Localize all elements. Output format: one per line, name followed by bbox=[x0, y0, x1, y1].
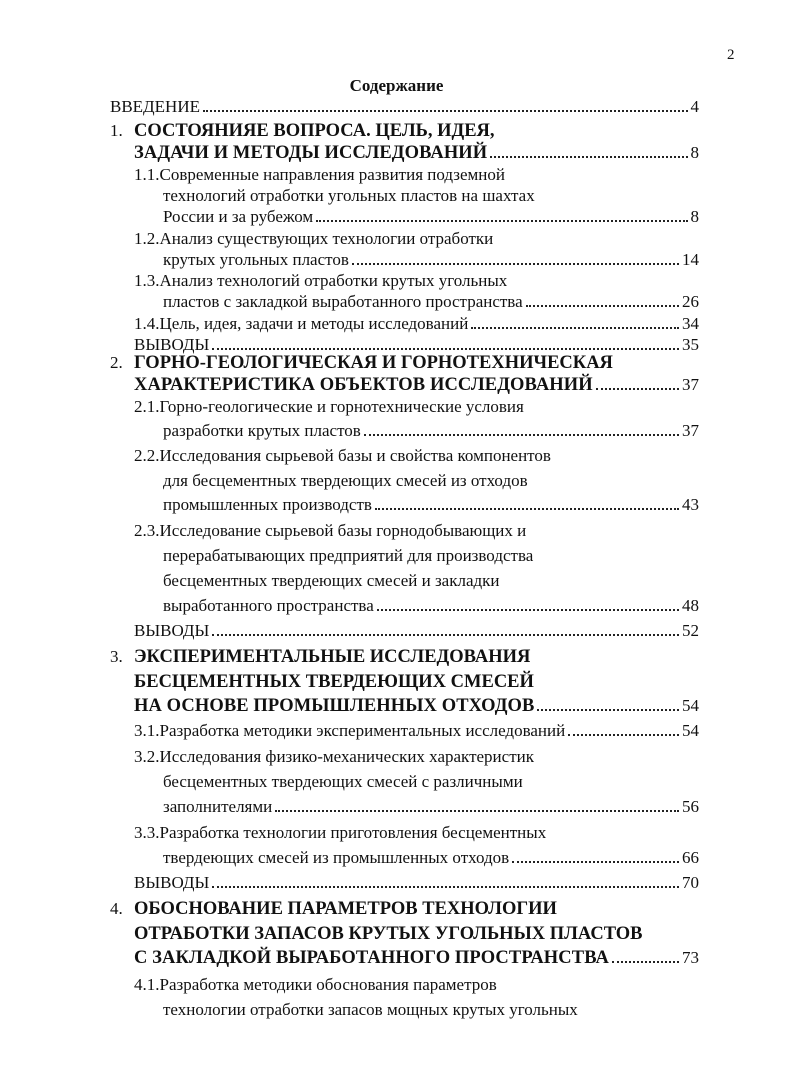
section-title-line[interactable]: 1.3.Анализ технологий отработки крутых угольных bbox=[134, 271, 508, 290]
toc-text: России и за рубежом bbox=[163, 207, 314, 226]
toc-text: ЗАДАЧИ И МЕТОДЫ ИССЛЕДОВАНИЙ bbox=[134, 143, 488, 163]
chapter-title-line[interactable]: СОСТОЯНИЯЕ ВОПРОСА. ЦЕЛЬ, ИДЕЯ, bbox=[134, 121, 495, 141]
toc-page: 34 bbox=[682, 314, 699, 333]
toc-page: 66 bbox=[682, 848, 699, 867]
toc-text: ВЫВОДЫ bbox=[134, 335, 210, 354]
chapter-number: 1. bbox=[110, 121, 123, 140]
toc-page: 8 bbox=[690, 143, 699, 162]
toc-entry-2-1[interactable] bbox=[163, 420, 699, 442]
toc-text: промышленных производств bbox=[163, 495, 372, 514]
section-title-line[interactable]: 2.2.Исследования сырьевой базы и свойства компонентов bbox=[134, 446, 551, 465]
toc-entry-chapter-4[interactable] bbox=[134, 946, 699, 970]
toc-text: 3.1.Разработка методики экспериментальных исследований bbox=[134, 721, 566, 740]
toc-entry-1-1[interactable] bbox=[163, 206, 699, 228]
toc-text: выработанного пространства bbox=[163, 596, 374, 615]
section-title-line[interactable]: бесцементных твердеющих смесей с различными bbox=[163, 772, 523, 791]
section-title-line[interactable]: 2.3.Исследование сырьевой базы горнодобывающих и bbox=[134, 521, 527, 540]
toc-page: 37 bbox=[682, 421, 699, 440]
page-number: 2 bbox=[727, 47, 735, 63]
toc-text: 1.4.Цель, идея, задачи и методы исследований bbox=[134, 314, 469, 333]
toc-text: крутых угольных пластов bbox=[163, 250, 349, 269]
toc-entry-chapter-2[interactable] bbox=[134, 373, 699, 397]
toc-text: разработки крутых пластов bbox=[163, 421, 361, 440]
toc-text: ВЫВОДЫ bbox=[134, 873, 210, 892]
toc-page: 43 bbox=[682, 495, 699, 514]
section-title-line[interactable]: 1.2.Анализ существующих технологии отработки bbox=[134, 229, 494, 248]
section-title-line[interactable]: технологий отработки угольных пластов на шахтах bbox=[163, 186, 535, 205]
toc-text: ВВЕДЕНИЕ bbox=[110, 97, 200, 116]
toc-entry-1-4[interactable] bbox=[134, 313, 699, 335]
page-title: Содержание bbox=[349, 76, 444, 95]
section-title-line[interactable]: технологии отработки запасов мощных крутых угольных bbox=[163, 1000, 578, 1019]
chapter-title-line[interactable]: ГОРНО-ГЕОЛОГИЧЕСКАЯ И ГОРНОТЕХНИЧЕСКАЯ bbox=[134, 353, 613, 373]
toc-page: 52 bbox=[682, 621, 699, 640]
toc-entry-3-2[interactable] bbox=[163, 796, 699, 818]
toc-page: 70 bbox=[682, 873, 699, 892]
toc-text: С ЗАКЛАДКОЙ ВЫРАБОТАННОГО ПРОСТРАНСТВА bbox=[134, 948, 609, 968]
chapter-title-line[interactable]: БЕСЦЕМЕНТНЫХ ТВЕРДЕЮЩИХ СМЕСЕЙ bbox=[134, 672, 534, 692]
section-title-line[interactable]: перерабатывающих предприятий для производства bbox=[163, 546, 534, 565]
section-title-line[interactable]: для бесцементных твердеющих смесей из отходов bbox=[163, 471, 528, 490]
toc-page: 56 bbox=[682, 797, 699, 816]
toc-entry-conclusions-2[interactable] bbox=[134, 620, 699, 642]
toc-page: 73 bbox=[682, 948, 699, 967]
chapter-title-line[interactable]: ОБОСНОВАНИЕ ПАРАМЕТРОВ ТЕХНОЛОГИИ bbox=[134, 899, 557, 919]
chapter-number: 3. bbox=[110, 647, 123, 666]
toc-text: ВЫВОДЫ bbox=[134, 621, 210, 640]
chapter-title-line[interactable]: ЭКСПЕРИМЕНТАЛЬНЫЕ ИССЛЕДОВАНИЯ bbox=[134, 647, 531, 667]
section-title-line[interactable]: 3.3.Разработка технологии приготовления бесцементных bbox=[134, 823, 547, 842]
toc-text: заполнителями bbox=[163, 797, 273, 816]
toc-entry-1-2[interactable] bbox=[163, 249, 699, 271]
toc-text: ХАРАКТЕРИСТИКА ОБЪЕКТОВ ИССЛЕДОВАНИЙ bbox=[134, 375, 593, 395]
toc-text: твердеющих смесей из промышленных отходов bbox=[163, 848, 510, 867]
toc-page: 26 bbox=[682, 292, 699, 311]
toc-page: 14 bbox=[682, 250, 699, 269]
chapter-title-line[interactable]: ОТРАБОТКИ ЗАПАСОВ КРУТЫХ УГОЛЬНЫХ ПЛАСТОВ bbox=[134, 924, 643, 944]
toc-entry-1-3[interactable] bbox=[163, 291, 699, 313]
chapter-number: 2. bbox=[110, 353, 123, 372]
toc-page: 37 bbox=[682, 375, 699, 394]
toc-page: 8 bbox=[690, 207, 699, 226]
toc-text: пластов с закладкой выработанного пространства bbox=[163, 292, 523, 311]
section-title-line[interactable]: 2.1.Горно-геологические и горнотехнические условия bbox=[134, 397, 524, 416]
chapter-number: 4. bbox=[110, 899, 123, 918]
toc-page: 35 bbox=[682, 335, 699, 354]
toc-page: 4 bbox=[690, 97, 699, 116]
toc-entry-conclusions-3[interactable] bbox=[134, 872, 699, 894]
toc-page: 48 bbox=[682, 596, 699, 615]
toc-page: 54 bbox=[682, 721, 699, 740]
toc-entry-3-1[interactable] bbox=[134, 720, 699, 742]
toc-entry-intro[interactable] bbox=[110, 96, 699, 118]
toc-page: 54 bbox=[682, 696, 699, 715]
toc-entry-2-3[interactable] bbox=[163, 595, 699, 617]
toc-entry-3-3[interactable] bbox=[163, 847, 699, 869]
section-title-line[interactable]: 1.1.Современные направления развития подземной bbox=[134, 165, 505, 184]
toc-entry-chapter-3[interactable] bbox=[134, 694, 699, 718]
section-title-line[interactable]: 4.1.Разработка методики обоснования параметров bbox=[134, 975, 497, 994]
toc-entry-2-2[interactable] bbox=[163, 494, 699, 516]
section-title-line[interactable]: бесцементных твердеющих смесей и закладки bbox=[163, 571, 500, 590]
section-title-line[interactable]: 3.2.Исследования физико-механических характеристик bbox=[134, 747, 534, 766]
toc-entry-chapter-1[interactable] bbox=[134, 141, 699, 165]
toc-text: НА ОСНОВЕ ПРОМЫШЛЕННЫХ ОТХОДОВ bbox=[134, 696, 535, 716]
